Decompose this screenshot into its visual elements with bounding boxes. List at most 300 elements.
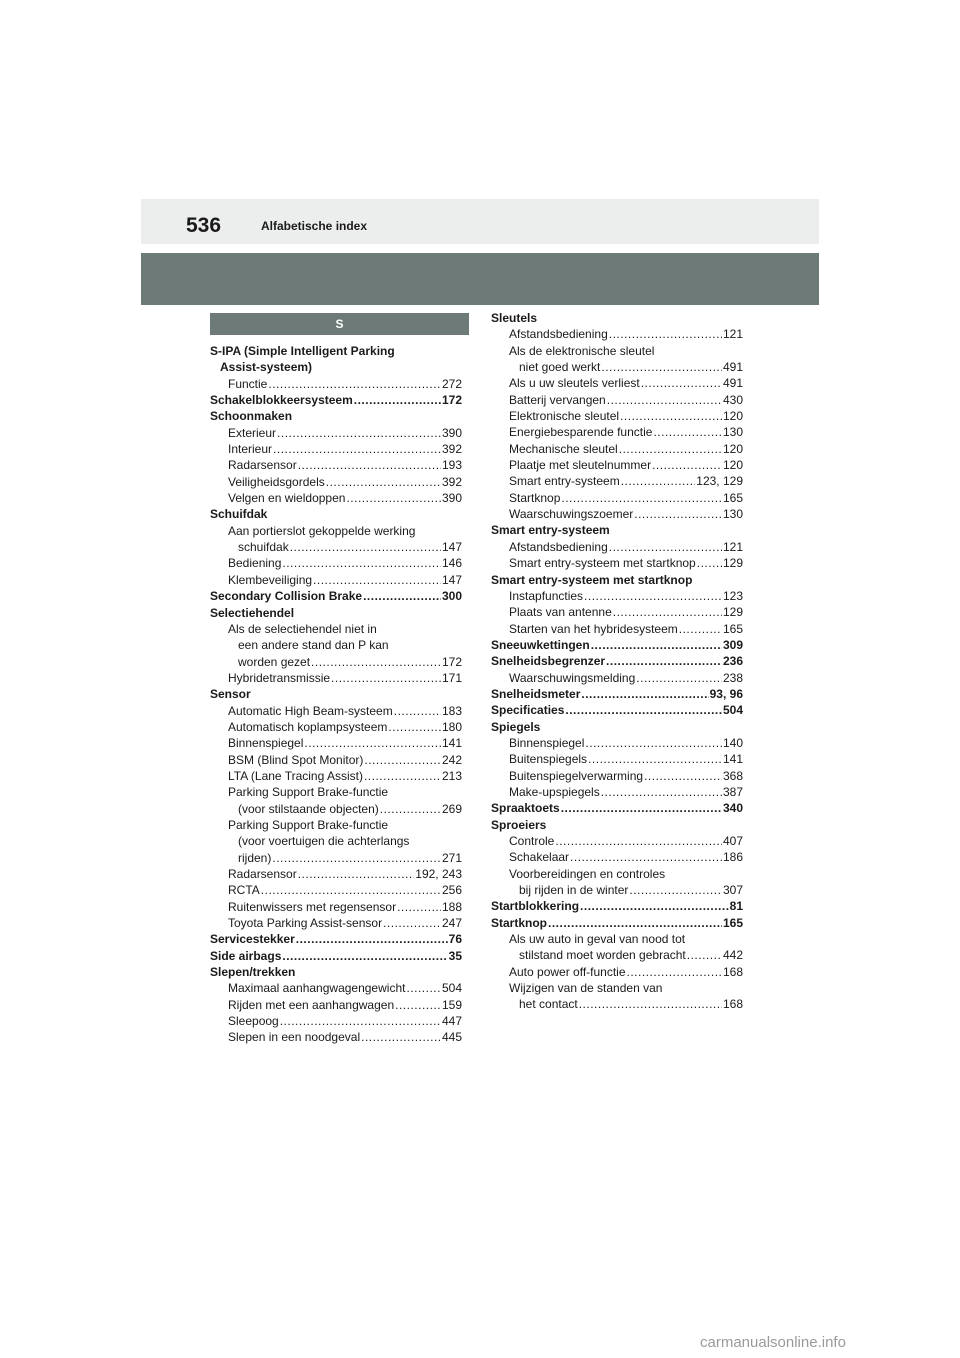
- dot-leader: [380, 801, 441, 817]
- index-entry: [491, 719, 743, 735]
- index-entry-text: Smart entry-systeem met startknop: [491, 572, 693, 587]
- dot-leader: [313, 572, 441, 588]
- index-entry-page[interactable]: 188: [441, 899, 462, 914]
- index-entry-page[interactable]: 129: [722, 605, 743, 620]
- index-entry: [491, 310, 743, 326]
- index-entry-text: Side airbags: [210, 948, 282, 963]
- index-entry-page[interactable]: 392: [441, 442, 462, 457]
- dot-leader: [282, 555, 441, 571]
- dot-leader: [298, 457, 441, 473]
- index-entry-page[interactable]: 430: [722, 392, 743, 407]
- index-entry: [210, 980, 462, 996]
- index-entry-text: Batterij vervangen: [509, 392, 606, 407]
- index-entry-text: S-IPA (Simple Intelligent Parking: [210, 344, 395, 358]
- index-entry-text: schuifdak: [238, 540, 289, 555]
- index-entry-page[interactable]: 392: [441, 474, 462, 489]
- index-entry: [491, 784, 743, 800]
- index-entry: [491, 604, 743, 620]
- index-entry-page[interactable]: 123, 129: [696, 474, 743, 489]
- index-entry-text: rijden): [238, 850, 272, 865]
- index-entry-text: Parking Support Brake-functie: [228, 785, 389, 800]
- index-entry-text: Parking Support Brake-functie: [228, 817, 389, 832]
- index-entry-text: Startblokkering: [491, 899, 580, 914]
- index-entry-page[interactable]: 172: [441, 654, 462, 669]
- index-entry-text: Bediening: [228, 556, 282, 571]
- index-entry-page[interactable]: 242: [441, 752, 462, 767]
- index-entry: [210, 555, 462, 571]
- index-entry-text: Plaats van antenne: [509, 605, 612, 620]
- index-entry: [491, 457, 743, 473]
- dot-leader: [282, 948, 447, 964]
- index-entry-page[interactable]: 504: [722, 703, 743, 718]
- dot-leader: [280, 1013, 441, 1029]
- index-entry: [210, 343, 462, 359]
- index-entry-page[interactable]: 159: [441, 997, 462, 1012]
- index-entry-text: Waarschuwingszoemer: [509, 507, 634, 522]
- dot-leader: [601, 784, 722, 800]
- index-entry-text: Als uw auto in geval van nood tot: [509, 932, 686, 947]
- index-entry-page[interactable]: 271: [441, 850, 462, 865]
- dot-leader: [311, 654, 441, 670]
- index-entry-page[interactable]: 93, 96: [709, 686, 743, 701]
- index-entry-page[interactable]: 183: [441, 703, 462, 718]
- index-entry-text: Elektronische sleutel: [509, 409, 620, 424]
- index-entry-text: Spraaktoets: [491, 801, 560, 816]
- index-entry: [491, 964, 743, 980]
- index-entry-page[interactable]: 168: [722, 964, 743, 979]
- dot-leader: [548, 915, 722, 931]
- index-entry-text: Ruitenwissers met regensensor: [228, 899, 397, 914]
- dot-leader: [290, 539, 441, 555]
- index-entry: [210, 605, 462, 621]
- index-entry-page[interactable]: 147: [441, 572, 462, 587]
- dot-leader: [609, 539, 722, 555]
- index-entry-text: het contact: [519, 997, 578, 1012]
- dot-leader: [331, 670, 441, 686]
- index-entry: [491, 817, 743, 833]
- dot-leader: [585, 735, 722, 751]
- dot-leader: [361, 1029, 441, 1045]
- index-column-right: [491, 310, 743, 1013]
- dot-leader: [697, 555, 722, 571]
- index-entry-text: Mechanische sleutel: [509, 441, 618, 456]
- index-entry: [210, 376, 462, 392]
- index-entry: [210, 703, 462, 719]
- index-entry: [491, 637, 743, 653]
- index-letter-heading: S: [210, 313, 469, 335]
- index-entry: [210, 441, 462, 457]
- index-entry: [210, 425, 462, 441]
- index-entry: [491, 702, 743, 718]
- index-entry-page[interactable]: 447: [441, 1014, 462, 1029]
- index-entry: [491, 768, 743, 784]
- index-entry-text: Instapfuncties: [509, 588, 584, 603]
- index-entry-page[interactable]: 340: [722, 801, 743, 816]
- index-entry-page[interactable]: 238: [722, 670, 743, 685]
- index-entry-text: Buitenspiegels: [509, 752, 588, 767]
- index-entry-page[interactable]: 504: [441, 981, 462, 996]
- index-entry-text: Functie: [228, 376, 268, 391]
- dot-leader: [591, 637, 722, 653]
- index-entry: [491, 670, 743, 686]
- index-entry-text: Spiegels: [491, 719, 541, 734]
- index-entry-text: niet goed werkt: [519, 360, 601, 375]
- index-entry-text: Smart entry-systeem met startknop: [509, 556, 696, 571]
- index-entry-page[interactable]: 307: [722, 883, 743, 898]
- index-entry-page[interactable]: 172: [441, 393, 462, 408]
- index-entry-page[interactable]: 269: [441, 801, 462, 816]
- index-entry-text: Binnenspiegel: [228, 736, 304, 751]
- index-entry-text: Velgen en wieldoppen: [228, 491, 346, 506]
- index-entry-text: Snelheidsbegrenzer: [491, 654, 606, 669]
- dot-leader: [363, 588, 441, 604]
- index-entry-text: Sproeiers: [491, 817, 547, 832]
- index-entry: [491, 326, 743, 342]
- dot-leader: [627, 964, 722, 980]
- index-entry-text: Smart entry-systeem: [509, 474, 620, 489]
- dot-leader: [395, 997, 441, 1013]
- index-entry: [210, 539, 462, 555]
- dot-leader: [268, 376, 441, 392]
- index-entry-text: stilstand moet worden gebracht: [519, 948, 686, 963]
- index-entry-page[interactable]: 130: [722, 507, 743, 522]
- index-entry-page[interactable]: 390: [441, 491, 462, 506]
- index-entry: [210, 833, 462, 849]
- dot-leader: [601, 359, 722, 375]
- index-entry: [491, 506, 743, 522]
- dot-leader: [609, 326, 722, 342]
- index-entry-text: (voor voertuigen die achterlangs: [238, 834, 410, 849]
- index-entry-text: Starten van het hybridesysteem: [509, 621, 678, 636]
- watermark: carmanualsonline.info: [700, 1334, 846, 1351]
- dot-leader: [619, 441, 722, 457]
- page-number: 536: [186, 214, 222, 237]
- index-entry-text: Energiebesparende functie: [509, 425, 653, 440]
- dot-leader: [561, 800, 722, 816]
- index-entry: [210, 572, 462, 588]
- index-entry: [491, 621, 743, 637]
- index-entry: [210, 850, 462, 866]
- index-entry: [491, 653, 743, 669]
- index-entry-page[interactable]: 121: [722, 327, 743, 342]
- index-entry: [491, 473, 743, 489]
- index-entry-page[interactable]: 180: [441, 719, 462, 734]
- index-entry-text: bij rijden in de winter: [519, 883, 629, 898]
- index-entry-text: (voor stilstaande objecten): [238, 801, 379, 816]
- index-entry: [491, 392, 743, 408]
- dot-leader: [621, 473, 696, 489]
- index-entry: [210, 1029, 462, 1045]
- index-entry-page[interactable]: 300: [441, 589, 462, 604]
- index-entry-page[interactable]: 146: [441, 556, 462, 571]
- index-entry-text: Servicestekker: [210, 932, 295, 947]
- index-entry-page[interactable]: 141: [722, 752, 743, 767]
- index-entry-text: Veiligheidsgordels: [228, 474, 325, 489]
- index-entry-page[interactable]: 130: [722, 425, 743, 440]
- dot-leader: [636, 670, 722, 686]
- index-entry-page[interactable]: 491: [722, 376, 743, 391]
- index-entry-page[interactable]: 236: [722, 654, 743, 669]
- index-entry-text: Afstandsbediening: [509, 327, 608, 342]
- dot-leader: [406, 980, 441, 996]
- dot-leader: [394, 703, 441, 719]
- index-entry-page[interactable]: 192, 243: [415, 867, 462, 881]
- index-entry-text: Slepen/trekken: [210, 965, 296, 980]
- index-entry: [210, 457, 462, 473]
- index-entry-page[interactable]: 165: [722, 621, 743, 636]
- dot-leader: [261, 882, 441, 898]
- index-entry: [491, 800, 743, 816]
- chapter-band: [141, 253, 819, 305]
- index-entry: [210, 506, 462, 522]
- index-entry: [210, 752, 462, 768]
- index-entry: [210, 768, 462, 784]
- index-entry: [210, 964, 462, 980]
- dot-leader: [354, 392, 441, 408]
- index-entry-page[interactable]: 121: [722, 539, 743, 554]
- index-entry: [210, 997, 462, 1013]
- index-entry: [210, 948, 462, 964]
- index-entry-text: Startknop: [509, 490, 561, 505]
- dot-leader: [298, 866, 415, 882]
- index-entry-page[interactable]: 442: [722, 948, 743, 963]
- index-entry-text: Toyota Parking Assist-sensor: [228, 916, 383, 931]
- index-entry: [491, 866, 743, 882]
- index-entry-text: Sleutels: [491, 311, 538, 325]
- index-entry-text: Als de selectiehendel niet in: [228, 621, 377, 636]
- dot-leader: [580, 898, 729, 914]
- index-entry-text: Slepen in een noodgeval: [228, 1030, 361, 1045]
- index-entry-text: Afstandsbediening: [509, 539, 608, 554]
- dot-leader: [652, 457, 722, 473]
- index-entry: [210, 670, 462, 686]
- index-entry-page[interactable]: 129: [722, 556, 743, 571]
- index-entry-page[interactable]: 120: [722, 441, 743, 456]
- index-entry-text: Hybridetransmissie: [228, 670, 331, 685]
- dot-leader: [588, 751, 722, 767]
- dot-leader: [613, 604, 722, 620]
- dot-leader: [606, 653, 722, 669]
- dot-leader: [634, 506, 722, 522]
- index-entry-page[interactable]: 120: [722, 409, 743, 424]
- dot-leader: [584, 588, 722, 604]
- index-entry-text: Make-upspiegels: [509, 784, 600, 799]
- index-entry-text: Specificaties: [491, 703, 565, 718]
- index-entry-text: Radarsensor: [228, 867, 297, 881]
- dot-leader: [579, 996, 722, 1012]
- index-entry-page[interactable]: 35: [448, 948, 462, 963]
- index-column-left: [210, 343, 462, 1046]
- index-entry: [491, 882, 743, 898]
- index-entry-page[interactable]: 123: [722, 588, 743, 603]
- index-entry-page[interactable]: 387: [722, 784, 743, 799]
- dot-leader: [388, 719, 441, 735]
- dot-leader: [565, 702, 722, 718]
- index-entry: [210, 637, 462, 653]
- dot-leader: [679, 621, 722, 637]
- index-entry-page[interactable]: 368: [722, 768, 743, 783]
- index-entry-page[interactable]: 256: [441, 883, 462, 898]
- dot-leader: [653, 424, 722, 440]
- index-entry: [210, 915, 462, 931]
- index-entry: [491, 555, 743, 571]
- index-entry-text: Sneeuwkettingen: [491, 637, 590, 652]
- index-entry-page[interactable]: 120: [722, 458, 743, 473]
- dot-leader: [272, 850, 441, 866]
- index-entry: [210, 523, 462, 539]
- index-entry-text: Binnenspiegel: [509, 735, 585, 750]
- index-entry-page[interactable]: 491: [722, 360, 743, 375]
- index-entry-page[interactable]: 407: [722, 834, 743, 848]
- index-entry-page[interactable]: 171: [441, 670, 462, 685]
- dot-leader: [629, 882, 722, 898]
- dot-leader: [277, 425, 441, 441]
- index-entry-text: Voorbereidingen en controles: [509, 866, 666, 881]
- index-entry-text: Auto power off-functie: [509, 964, 626, 979]
- dot-leader: [296, 931, 448, 947]
- dot-leader: [326, 474, 441, 490]
- index-entry: [210, 408, 462, 424]
- index-entry: [210, 654, 462, 670]
- index-entry-page[interactable]: 165: [722, 915, 743, 930]
- index-entry: [210, 588, 462, 604]
- index-entry: [491, 915, 743, 931]
- index-entry-text: Sleepoog: [228, 1014, 279, 1029]
- index-entry: [210, 474, 462, 490]
- index-entry-text: LTA (Lane Tracing Assist): [228, 768, 363, 783]
- index-entry: [210, 392, 462, 408]
- index-entry: [491, 408, 743, 424]
- index-entry-page[interactable]: 81: [729, 899, 743, 914]
- dot-leader: [383, 915, 441, 931]
- index-entry-text: Assist-systeem): [220, 360, 313, 375]
- index-entry-page[interactable]: 140: [722, 735, 743, 750]
- index-entry: [491, 751, 743, 767]
- index-entry-text: Maximaal aanhangwagengewicht: [228, 981, 406, 996]
- index-entry-text: Selectiehendel: [210, 605, 295, 620]
- index-entry: [210, 801, 462, 817]
- index-entry: [491, 686, 743, 702]
- index-entry-page[interactable]: 76: [448, 932, 462, 947]
- dot-leader: [561, 490, 722, 506]
- index-entry-text: Secondary Collision Brake: [210, 589, 363, 604]
- dot-leader: [364, 768, 441, 784]
- index-entry-page[interactable]: 141: [441, 736, 462, 751]
- index-entry: [210, 686, 462, 702]
- index-entry-page[interactable]: 186: [722, 850, 743, 865]
- index-entry-page[interactable]: 168: [722, 997, 743, 1012]
- index-entry-text: worden gezet: [238, 654, 311, 669]
- index-entry-text: Schoonmaken: [210, 409, 293, 424]
- index-entry-text: Rijden met een aanhangwagen: [228, 997, 395, 1012]
- index-entry: [491, 833, 743, 849]
- index-entry: [210, 817, 462, 833]
- index-entry: [491, 490, 743, 506]
- index-entry-text: Waarschuwingsmelding: [509, 670, 636, 685]
- dot-leader: [273, 441, 441, 457]
- index-entry: [210, 784, 462, 800]
- index-entry: [491, 947, 743, 963]
- dot-leader: [644, 768, 722, 784]
- dot-leader: [364, 752, 441, 768]
- index-entry-text: Wijzigen van de standen van: [509, 981, 663, 996]
- index-entry-text: Plaatje met sleutelnummer: [509, 458, 652, 473]
- index-entry: [210, 882, 462, 898]
- index-entry-page[interactable]: 193: [441, 458, 462, 473]
- index-entry-page[interactable]: 247: [441, 916, 462, 931]
- index-entry: [491, 424, 743, 440]
- index-entry-page[interactable]: 213: [441, 768, 462, 783]
- index-entry: [491, 441, 743, 457]
- index-entry: [491, 849, 743, 865]
- index-entry-page[interactable]: 309: [722, 637, 743, 652]
- index-entry-text: Exterieur: [228, 425, 277, 440]
- index-entry: [491, 539, 743, 555]
- index-entry-page[interactable]: 445: [441, 1030, 462, 1045]
- index-entry-text: Als u uw sleutels verliest: [509, 376, 640, 391]
- index-entry-text: een andere stand dan P kan: [238, 638, 389, 653]
- index-entry-text: Smart entry-systeem: [491, 523, 610, 538]
- dot-leader: [581, 686, 708, 702]
- index-entry-text: Interieur: [228, 442, 273, 457]
- index-entry: [491, 996, 743, 1012]
- index-entry: [210, 899, 462, 915]
- dot-leader: [641, 375, 722, 391]
- index-entry-text: Schuifdak: [210, 507, 268, 522]
- dot-leader: [607, 392, 722, 408]
- index-entry: [210, 719, 462, 735]
- index-entry: [210, 359, 462, 375]
- dot-leader: [346, 490, 441, 506]
- index-entry: [491, 522, 743, 538]
- index-entry-page[interactable]: 165: [722, 490, 743, 505]
- index-entry: [491, 588, 743, 604]
- index-entry-text: Controle: [509, 834, 555, 848]
- index-entry-page[interactable]: 272: [441, 376, 462, 391]
- index-entry: [491, 735, 743, 751]
- index-entry-text: Klembeveiliging: [228, 572, 313, 587]
- index-entry-text: Schakelblokkeersysteem: [210, 393, 353, 408]
- dot-leader: [620, 408, 722, 424]
- index-entry: [210, 490, 462, 506]
- index-entry: [210, 931, 462, 947]
- index-entry: [491, 375, 743, 391]
- index-entry-text: RCTA: [228, 883, 260, 898]
- index-entry-text: Aan portierslot gekoppelde werking: [228, 523, 416, 538]
- index-entry-text: Radarsensor: [228, 458, 297, 473]
- index-entry: [491, 572, 743, 588]
- index-entry-text: Schakelaar: [509, 850, 570, 865]
- dot-leader: [687, 947, 722, 963]
- dot-leader: [397, 899, 441, 915]
- index-entry: [491, 343, 743, 359]
- index-entry-text: BSM (Blind Spot Monitor): [228, 752, 364, 767]
- index-entry-page[interactable]: 147: [441, 540, 462, 555]
- dot-leader: [304, 735, 441, 751]
- index-entry-text: Sensor: [210, 687, 251, 702]
- index-entry: [491, 898, 743, 914]
- index-entry-text: Snelheidsmeter: [491, 686, 581, 701]
- index-entry: [210, 735, 462, 751]
- index-entry-text: Automatic High Beam-systeem: [228, 703, 393, 718]
- dot-leader: [570, 849, 722, 865]
- index-entry-page[interactable]: 390: [441, 425, 462, 440]
- index-entry-text: Als de elektronische sleutel: [509, 343, 655, 358]
- index-entry: [210, 1013, 462, 1029]
- index-entry-text: Automatisch koplampsysteem: [228, 719, 388, 734]
- header-band: [141, 199, 819, 244]
- index-entry: [491, 359, 743, 375]
